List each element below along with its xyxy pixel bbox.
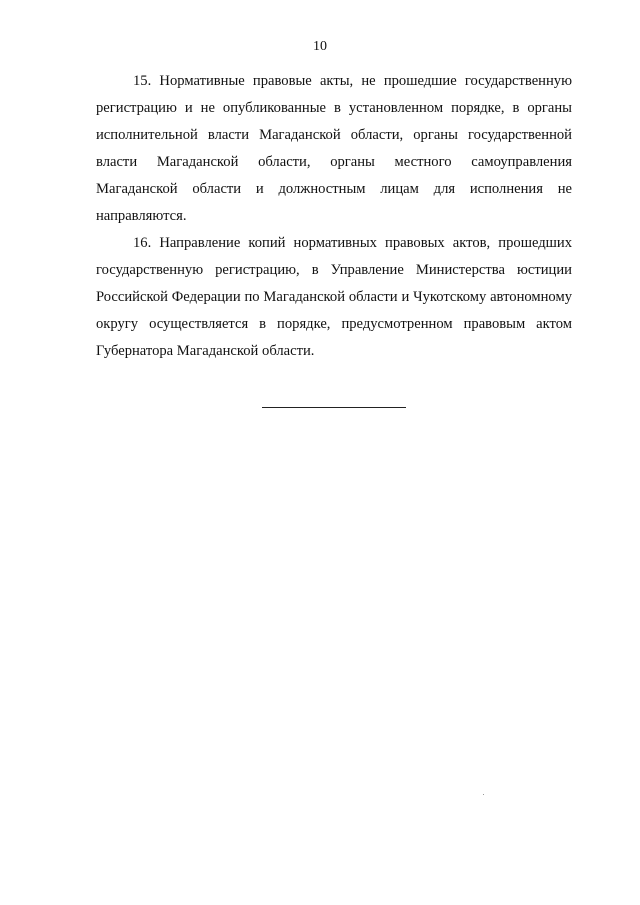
scan-artifact (483, 794, 484, 795)
end-divider-line (262, 407, 406, 408)
document-body (96, 68, 572, 365)
paragraph-15: 15. Нормативные правовые акты, не прошедшие государственную регистрацию и не опубликованные в установленном порядке, в органы исполнительной власти Магаданской области, органы государственной власти Магаданской области, органы местного самоуправления Магаданской области и должностным лицам для исполнения не направляются. (96, 73, 572, 224)
page-number: 10 (313, 39, 327, 54)
paragraph-16: 16. Направление копий нормативных правовых актов, прошедших государственную регистрацию, в Управление Министерства юстиции Российской Федерации по Магаданской области и Чукотскому автономному округу осуществляется в порядке, предусмотренном правовым актом Губернатора Магаданской области. (96, 235, 572, 359)
